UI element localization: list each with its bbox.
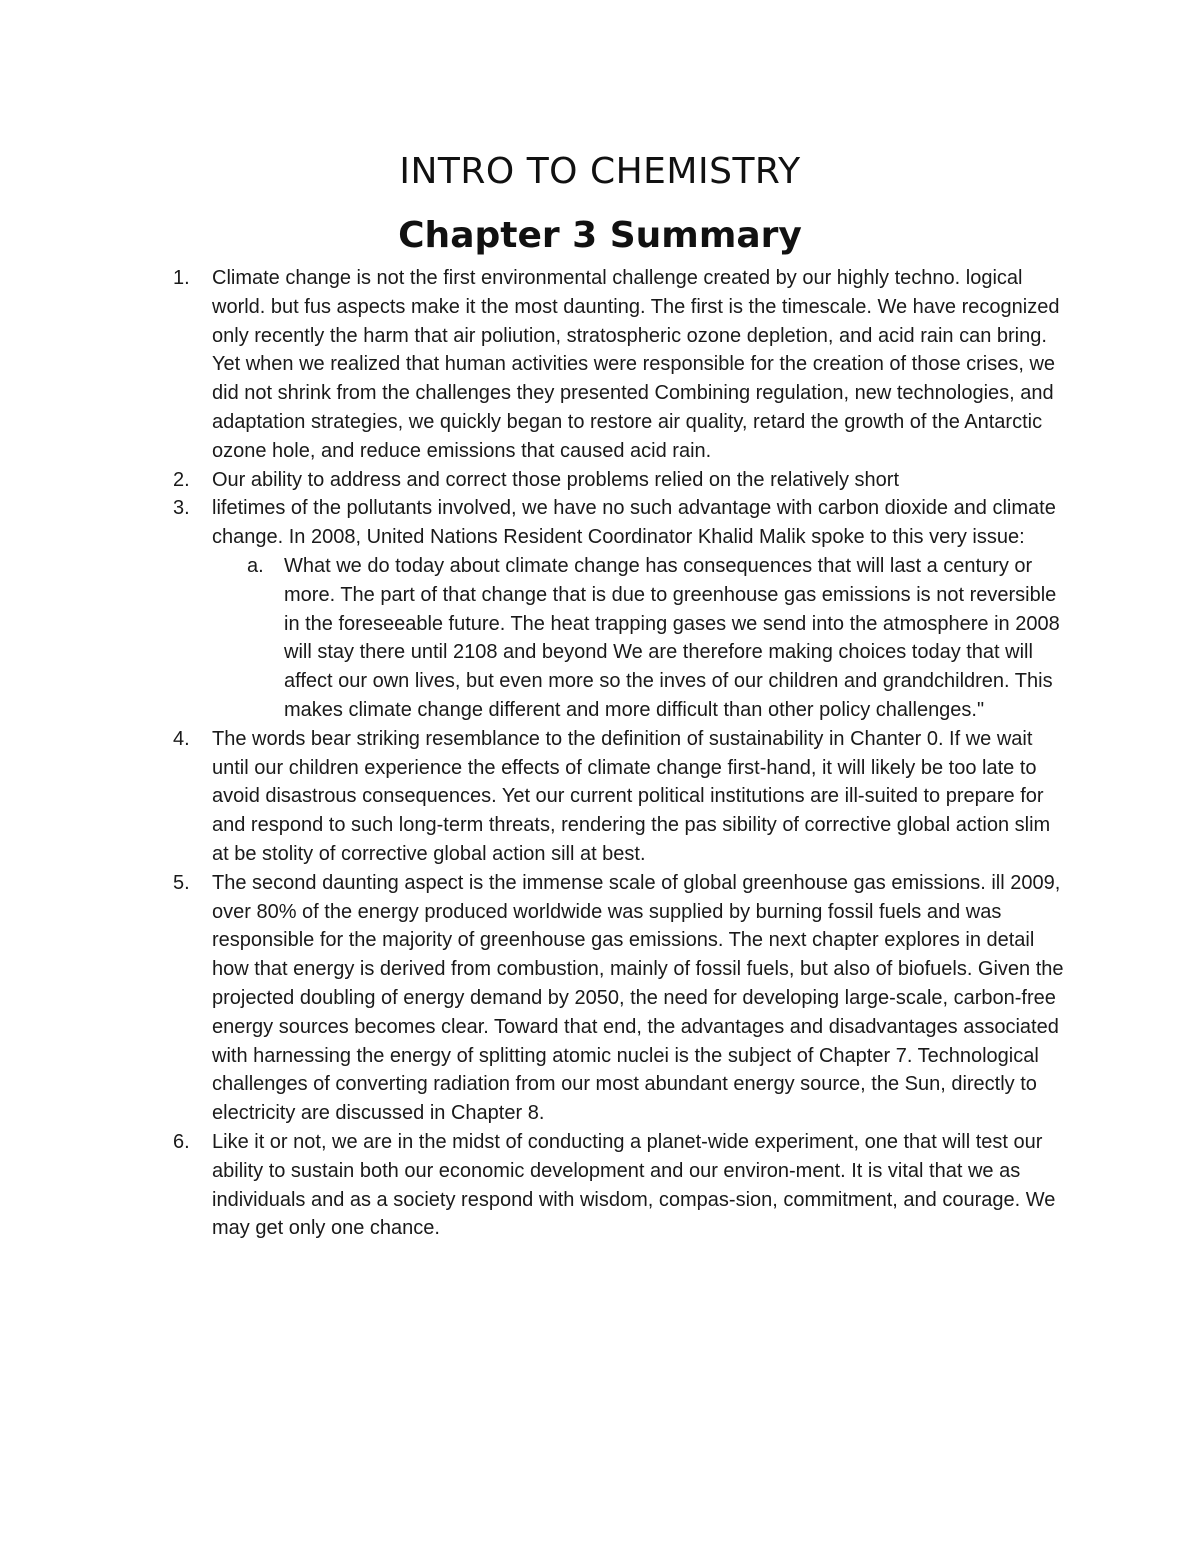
- list-item-text: Climate change is not the first environmental challenge created by our highly techno. logical world. but fus aspects make it the most daunting. The first is the timescale. We have recognized only recently the harm that air poliution, stratospheric ozone depletion, and acid rain can bring. Yet when we realized that human activities were responsible for the creation of those crises, we did not shrink from the challenges they presented Combining regulation, new technologies, and adaptation strategies, we quickly began to restore air quality, retard the growth of the Antarctic ozone hole, and reduce emissions that caused acid rain.: [212, 267, 1060, 462]
- list-number: 6.: [173, 1130, 190, 1153]
- list-item-4: [170, 725, 1070, 869]
- summary-list: [170, 264, 1070, 1243]
- list-item-5: [170, 869, 1070, 1128]
- list-item-1: [170, 264, 1070, 466]
- sublist-letter: a.: [247, 554, 264, 577]
- sublist-item-a: [212, 552, 1070, 725]
- list-number: 2.: [173, 468, 190, 491]
- list-number: 3.: [173, 497, 190, 520]
- list-item-text: Our ability to address and correct those problems relied on the relatively short: [212, 468, 900, 491]
- quote-sublist: [212, 552, 1070, 725]
- list-number: 4.: [173, 727, 190, 750]
- list-number: 5.: [173, 871, 190, 894]
- chapter-heading: Chapter 3 Summary: [398, 215, 802, 256]
- list-item-2: [170, 466, 1070, 495]
- list-item-text: lifetimes of the pollutants involved, we have no such advantage with carbon dioxide and climate change. In 2008, United Nations Resident Coordinator Khalid Malik spoke to this very issue:: [212, 497, 1056, 549]
- list-item-text: The second daunting aspect is the immense scale of global greenhouse gas emissions. ill 2009, over 80% of the energy produced worldwide was supplied by burning fossil fuels and was responsible for the majority of greenhouse gas emissions. The next chapter explores in detail how that energy is derived from combustion, mainly of fossil fuels, but also of biofuels. Given the projected doubling of energy demand by 2050, the need for developing large-scale, carbon-free energy sources becomes clear. Toward that end, the advantages and disadvantages associated with harnessing the energy of splitting atomic nuclei is the subject of Chapter 7. Technological challenges of converting radiation from our most abundant energy source, the Sun, directly to electricity are discussed in Chapter 8.: [212, 871, 1064, 1125]
- document-title: INTRO TO CHEMISTRY: [399, 151, 801, 192]
- list-item-3: [170, 494, 1070, 724]
- quote-text: What we do today about climate change has consequences that will last a century or more. The part of that change that is due to greenhouse gas emissions is not reversible in the foreseeable future. The heat trapping gases we send into the atmosphere in 2008 will stay there until 2108 and beyond We are therefore making choices today that will affect our own lives, but even more so the inves of our children and grandchildren. This makes climate change different and more difficult than other policy challenges.": [284, 554, 1060, 721]
- list-number: 1.: [173, 267, 190, 289]
- summary-body: [170, 264, 1070, 1243]
- list-item-6: [170, 1128, 1070, 1243]
- list-item-text: Like it or not, we are in the midst of conducting a planet-wide experiment, one that will test our ability to sustain both our economic development and our environ-ment. It is vital that we as individuals and as a society respond with wisdom, compas-sion, commitment, and courage. We may get only one chance.: [212, 1130, 1056, 1240]
- list-item-text: The words bear striking resemblance to the definition of sustainability in Chanter 0. If we wait until our children experience the effects of climate change first-hand, it will likely be too late to avoid disastrous consequences. Yet our current political institutions are ill-suited to prepare for and respond to such long-term threats, rendering the pas sibility of corrective global action slim at be stolity of corrective global action sill at best.: [212, 727, 1051, 865]
